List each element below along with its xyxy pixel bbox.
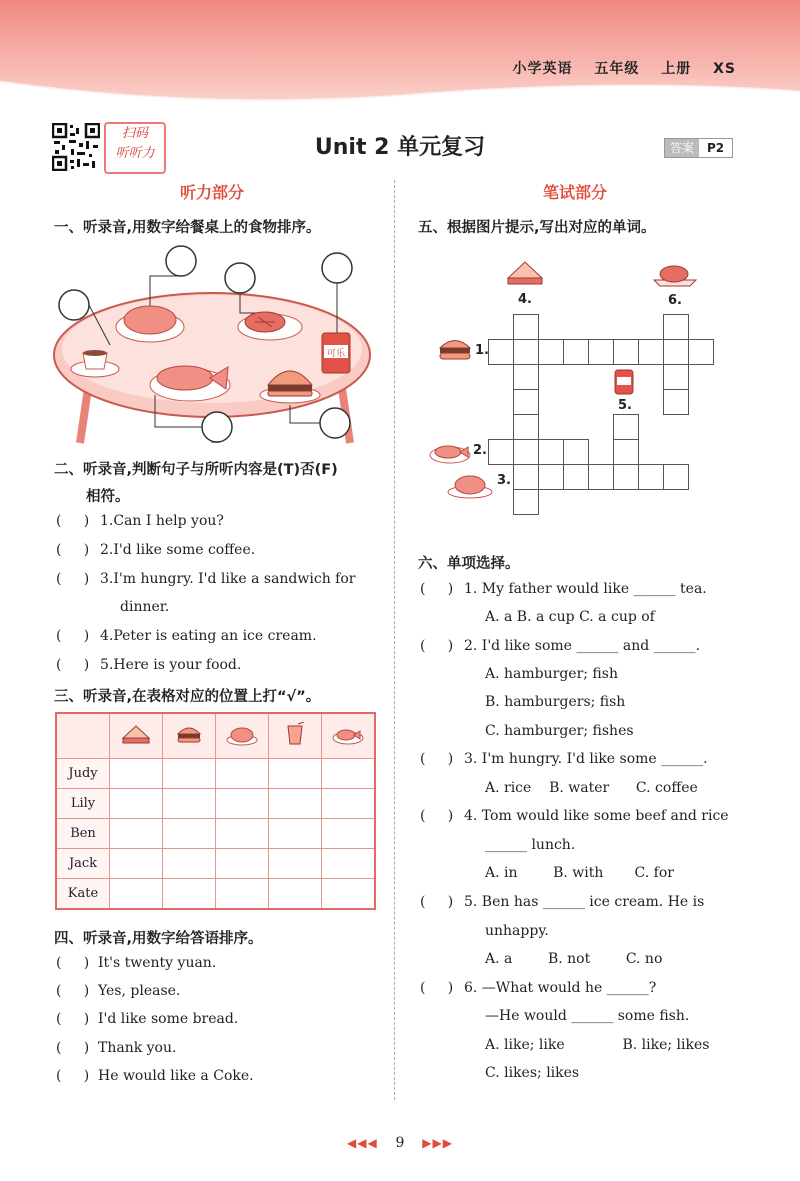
question-4: 四、听录音,用数字给答语排序。: [54, 931, 263, 947]
cw-cell[interactable]: [563, 464, 589, 490]
mc-question-3: ( ) 3. I'm hungry. I'd like some ______.: [420, 751, 708, 767]
cw-cell[interactable]: [613, 464, 639, 490]
question-1: 一、听录音,用数字给餐桌上的食物排序。: [54, 220, 321, 236]
question-3: 三、听录音,在表格对应的位置上打“√”。: [54, 689, 321, 705]
tick-cell[interactable]: [163, 759, 216, 789]
q2-item-num: 2.: [100, 542, 114, 558]
coke-icon: [613, 368, 635, 396]
q4-item: ( ) Yes, please.: [56, 983, 181, 999]
tick-table: [55, 712, 376, 910]
q2-item-text: I'm hungry. I'd like a sandwich for: [113, 571, 356, 587]
cw-cell[interactable]: [663, 314, 689, 340]
cw-cell[interactable]: [663, 339, 689, 365]
mc-option-6c: C. likes; likes: [485, 1065, 580, 1081]
mc-option-2c: C. hamburger; fishes: [485, 723, 634, 739]
q4-item: ( ) He would like a Coke.: [56, 1068, 254, 1084]
q4-item: ( ) I'd like some bread.: [56, 1011, 239, 1027]
coke-label: 可乐: [326, 349, 346, 359]
q4-item-text: He would like a Coke.: [98, 1068, 254, 1084]
mc-question-1: ( ) 1. My father would like ______ tea.: [420, 581, 707, 597]
tick-cell[interactable]: [110, 759, 163, 789]
cw-cell[interactable]: [588, 339, 614, 365]
question-5: 五、根据图片提示,写出对应的单词。: [418, 220, 656, 236]
mc-question-5-cont: unhappy.: [485, 923, 549, 939]
scan-label-line2: 听听力: [115, 146, 155, 161]
q2-item-num: 4.: [100, 628, 114, 644]
dining-table-illustration: [50, 245, 375, 445]
cw-cell[interactable]: [513, 314, 539, 340]
tick-cell[interactable]: [110, 879, 163, 910]
tick-cell[interactable]: [110, 849, 163, 879]
page-title: Unit 2 单元复习: [314, 135, 486, 160]
cw-cell[interactable]: [663, 464, 689, 490]
cw-cell[interactable]: [488, 439, 514, 465]
tick-cell[interactable]: [269, 849, 322, 879]
cw-num-1: 1.: [475, 343, 489, 358]
listening-section-title: 听力部分: [179, 183, 244, 202]
cw-num-5: 5.: [618, 398, 632, 413]
fish-icon: [428, 437, 474, 465]
tick-cell[interactable]: [216, 819, 269, 849]
cw-num-6: 6.: [668, 293, 682, 308]
q2-item-num: 1.: [100, 513, 114, 529]
cw-cell[interactable]: [513, 389, 539, 415]
tick-cell[interactable]: [163, 849, 216, 879]
tick-cell[interactable]: [322, 879, 376, 910]
next-arrows-icon[interactable]: ▶▶▶: [422, 1136, 453, 1150]
q2-item: ( ) 2.I'd like some coffee.: [56, 542, 256, 558]
tick-cell[interactable]: [269, 759, 322, 789]
cw-cell[interactable]: [613, 414, 639, 440]
answer-ref[interactable]: [664, 138, 733, 158]
mc-question-5: ( ) 5. Ben has ______ ice cream. He is: [420, 894, 705, 910]
juice-icon: [269, 713, 322, 759]
mc-option-2b: B. hamburgers; fish: [485, 694, 626, 710]
name-jack: Jack: [56, 849, 110, 879]
question-2-title-cont: 相符。: [86, 489, 130, 505]
cw-cell[interactable]: [538, 439, 564, 465]
q2-item-text: I'd like some coffee.: [113, 542, 256, 558]
cw-cell[interactable]: [488, 339, 514, 365]
q2-item-text: Can I help you?: [113, 513, 224, 529]
mc-question-6-cont: —He would ______ some fish.: [485, 1008, 690, 1024]
sandwich-icon: [110, 713, 163, 759]
q4-item-text: Yes, please.: [98, 983, 181, 999]
tick-cell[interactable]: [110, 819, 163, 849]
answer-circle: [320, 408, 350, 438]
q2-item: ( ) 4.Peter is eating an ice cream.: [56, 628, 317, 644]
sandwich-icon: [505, 258, 545, 288]
qr-code-icon[interactable]: [52, 123, 100, 171]
answer-label: 答案: [665, 139, 699, 157]
question-2-title: 二、听录音,判断句子与所听内容是(T)否(F): [54, 462, 338, 478]
question-6: 六、单项选择。: [418, 556, 520, 572]
q2-item-text: Here is your food.: [113, 657, 242, 673]
tick-cell[interactable]: [269, 879, 322, 910]
header-edition: XS: [713, 61, 736, 77]
tick-cell[interactable]: [269, 819, 322, 849]
q4-item-text: I'd like some bread.: [98, 1011, 239, 1027]
q4-item-text: It's twenty yuan.: [98, 955, 217, 971]
q2-item-num: 3.: [100, 571, 114, 587]
header-volume: 上册: [661, 61, 692, 77]
cw-cell[interactable]: [513, 439, 539, 465]
tick-cell[interactable]: [163, 819, 216, 849]
mc-options-6ab: A. like; like B. like; likes: [485, 1037, 710, 1053]
q2-item-cont: dinner.: [120, 599, 170, 615]
tick-cell[interactable]: [216, 759, 269, 789]
chicken-icon: [445, 470, 495, 500]
cw-cell[interactable]: [538, 339, 564, 365]
header-grade: 五年级: [594, 61, 640, 77]
column-divider: [394, 180, 395, 1100]
header-subject: 小学英语: [512, 61, 573, 77]
table-corner: [56, 713, 110, 759]
tick-cell[interactable]: [216, 879, 269, 910]
name-ben: Ben: [56, 819, 110, 849]
beef-icon: [650, 262, 700, 288]
tick-cell[interactable]: [216, 789, 269, 819]
writing-section-title: 笔试部分: [542, 183, 607, 202]
mc-question-2: ( ) 2. I'd like some ______ and ______.: [420, 638, 701, 654]
cw-cell[interactable]: [613, 439, 639, 465]
answer-circle: [225, 263, 255, 293]
mc-question-6: ( ) 6. —What would he ______?: [420, 980, 657, 996]
scan-label-line1: 扫码: [121, 126, 148, 141]
cw-cell[interactable]: [563, 439, 589, 465]
hamburger-icon: [163, 713, 216, 759]
header-info: [496, 58, 736, 78]
prev-arrows-icon[interactable]: ◀◀◀: [347, 1136, 378, 1150]
cw-num-3: 3.: [497, 473, 511, 488]
cw-num-4: 4.: [518, 292, 532, 307]
cw-cell[interactable]: [688, 339, 714, 365]
cw-cell[interactable]: [638, 339, 664, 365]
mc-options-5: A. a B. not C. no: [485, 951, 663, 967]
q2-item: ( ) 5.Here is your food.: [56, 657, 242, 673]
cw-cell[interactable]: [638, 464, 664, 490]
mc-question-4: ( ) 4. Tom would like some beef and rice: [420, 808, 729, 824]
tick-cell[interactable]: [322, 789, 376, 819]
tick-cell[interactable]: [269, 789, 322, 819]
page-number: 9: [395, 1135, 405, 1151]
tick-cell[interactable]: [322, 759, 376, 789]
answer-circle: [202, 412, 232, 442]
cw-cell[interactable]: [513, 489, 539, 515]
mc-options-3: A. rice B. water C. coffee: [485, 780, 698, 796]
tick-cell[interactable]: [163, 789, 216, 819]
cw-cell[interactable]: [513, 364, 539, 390]
q4-item: ( ) Thank you.: [56, 1040, 177, 1056]
name-judy: Judy: [56, 759, 110, 789]
q2-item-text: Peter is eating an ice cream.: [113, 628, 317, 644]
hamburger-icon: [436, 333, 474, 363]
fish-icon: [322, 713, 376, 759]
name-lily: Lily: [56, 789, 110, 819]
cw-cell[interactable]: [513, 339, 539, 365]
answer-page: P2: [707, 141, 725, 155]
tick-cell[interactable]: [322, 849, 376, 879]
q2-item: ( ) 1.Can I help you?: [56, 513, 224, 529]
cw-cell[interactable]: [663, 389, 689, 415]
q4-item: ( ) It's twenty yuan.: [56, 955, 217, 971]
cw-cell[interactable]: [588, 464, 614, 490]
cw-cell[interactable]: [513, 464, 539, 490]
scan-to-listen-label: [104, 122, 166, 174]
mc-options-4: A. in B. with C. for: [485, 865, 674, 881]
cw-cell[interactable]: [513, 414, 539, 440]
tick-cell[interactable]: [110, 789, 163, 819]
cw-cell[interactable]: [663, 364, 689, 390]
cw-cell[interactable]: [613, 339, 639, 365]
tick-cell[interactable]: [322, 819, 376, 849]
mc-options-1: A. a B. a cup C. a cup of: [485, 609, 655, 625]
name-kate: Kate: [56, 879, 110, 910]
cw-num-2: 2.: [473, 443, 487, 458]
mc-option-2a: A. hamburger; fish: [485, 666, 618, 682]
cw-cell[interactable]: [538, 464, 564, 490]
cw-cell[interactable]: [563, 339, 589, 365]
tick-cell[interactable]: [216, 849, 269, 879]
q2-item-num: 5.: [100, 657, 114, 673]
answer-circle: [322, 253, 352, 283]
q4-item-text: Thank you.: [98, 1040, 177, 1056]
mc-question-4-cont: ______ lunch.: [485, 837, 576, 853]
page-footer: [0, 1135, 800, 1151]
answer-circle: [59, 290, 89, 320]
answer-circle: [166, 246, 196, 276]
tick-cell[interactable]: [163, 879, 216, 910]
q2-item: ( ) 3.I'm hungry. I'd like a sandwich for: [56, 571, 356, 587]
chicken-icon: [216, 713, 269, 759]
